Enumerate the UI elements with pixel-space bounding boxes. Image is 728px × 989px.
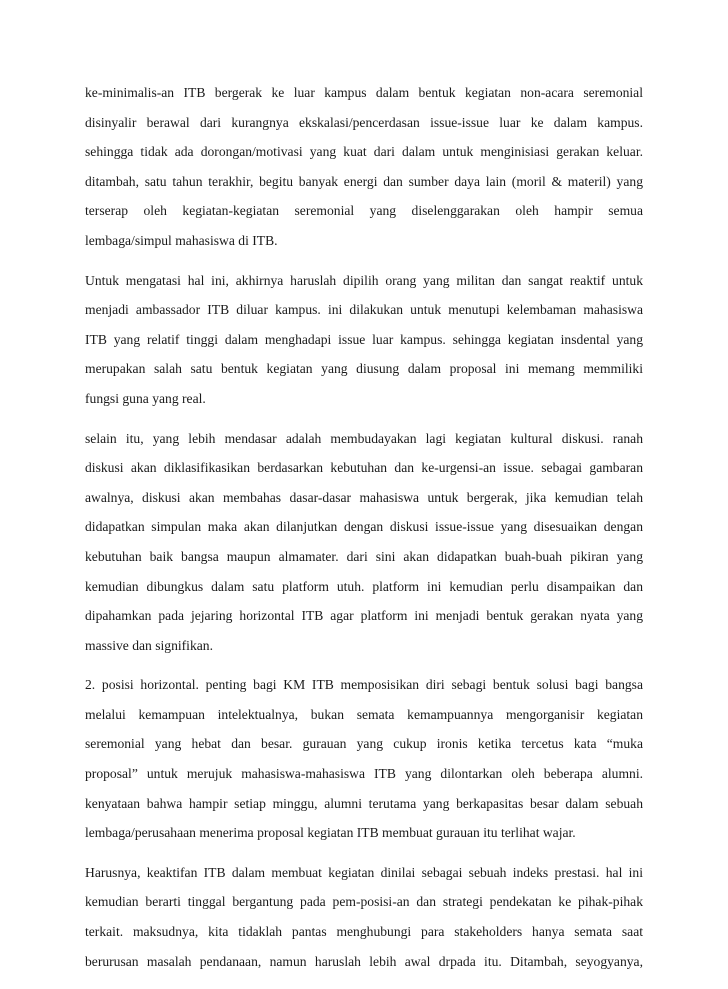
text-line: merupakan salah satu bentuk kegiatan yang diusung dalam proposal ini memang memmiliki <box>85 361 643 377</box>
text-line: Harusnya, keaktifan ITB dalam membuat kegiatan dinilai sebagai sebuah indeks prestasi. hal ini <box>85 864 643 880</box>
text-line: ke-minimalis-an ITB bergerak ke luar kampus dalam bentuk kegiatan non-acara seremonial <box>85 85 643 100</box>
paragraph <box>85 861 643 979</box>
text-line: kenyataan bahwa hampir setiap minggu, alumni terutama yang berkapasitas besar dalam sebuah <box>85 795 643 811</box>
text-line: kebutuhan baik bangsa maupun almamater. dari sini akan didapatkan buah-buah pikiran yang <box>85 548 643 564</box>
paragraph <box>85 673 643 851</box>
text-line: sehingga tidak ada dorongan/motivasi yang kuat dari dalam untuk menginisiasi gerakan keluar. <box>85 144 643 160</box>
text-line: lembaga/perusahaan menerima proposal kegiatan ITB membuat gurauan itu terlihat wajar. <box>85 825 576 841</box>
text-line: massive dan signifikan. <box>85 637 213 653</box>
text-line: terkait. maksudnya, kita tidaklah pantas menghubungi para stakeholders hanya semata saat <box>85 924 643 940</box>
paragraph <box>85 81 643 259</box>
text-line: terserap oleh kegiatan-kegiatan seremonial yang diselenggarakan oleh hampir semua <box>85 203 643 219</box>
text-line: didapatkan simpulan maka akan dilanjutkan dengan diskusi issue-issue yang disesuaikan dengan <box>85 519 643 535</box>
text-line: Untuk mengatasi hal ini, akhirnya haruslah dipilih orang yang militan dan sangat reaktif untuk <box>85 272 643 288</box>
document-page <box>85 81 643 989</box>
text-line: diskusi akan diklasifikasikan berdasarkan kebutuhan dan ke-urgensi-an issue. sebagai gambaran <box>85 460 643 476</box>
text-line: kemudian dibungkus dalam satu platform utuh. platform ini kemudian perlu disampaikan dan <box>85 578 643 594</box>
text-line: disinyalir berawal dari kurangnya ekskalasi/pencerdasan issue-issue luar ke dalam kampus. <box>85 114 643 130</box>
text-line: proposal” untuk merujuk mahasiswa-mahasiswa ITB yang dilontarkan oleh beberapa alumni. <box>85 766 643 782</box>
text-line: 2. posisi horizontal. penting bagi KM ITB memposisikan diri sebagi bentuk solusi bagi bangsa <box>85 677 643 693</box>
paragraph <box>85 269 643 417</box>
text-line: ITB yang relatif tinggi dalam menghadapi issue luar kampus. sehingga kegiatan insdental yang <box>85 331 643 347</box>
text-line: dipahamkan pada jejaring horizontal ITB agar platform ini menjadi bentuk gerakan nyata yang <box>85 608 643 624</box>
text-line: fungsi guna yang real. <box>85 390 206 406</box>
text-line: lembaga/simpul mahasiswa di ITB. <box>85 232 278 248</box>
text-line: seremonial yang hebat dan besar. gurauan yang cukup ironis ketika tercetus kata “muka <box>85 736 643 752</box>
text-line: menjadi ambassador ITB diluar kampus. ini dilakukan untuk menutupi kelembaman mahasiswa <box>85 302 643 318</box>
text-line: kemudian berarti tinggal bergantung pada pem-posisi-an dan strategi pendekatan ke pihak-pihak <box>85 894 643 910</box>
text-line: berurusan masalah pendanaan, namun haruslah lebih awal drpada itu. Ditambah, seyogyanya, <box>85 953 643 969</box>
text-line: melalui kemampuan intelektualnya, bukan semata kemampuannya mengorganisir kegiatan <box>85 706 643 722</box>
text-line: selain itu, yang lebih mendasar adalah membudayakan lagi kegiatan kultural diskusi. ranah <box>85 430 643 446</box>
paragraph <box>85 427 643 664</box>
text-line: ditambah, satu tahun terakhir, begitu banyak energi dan sumber daya lain (moril & materil) yang <box>85 173 643 189</box>
text-line: awalnya, diskusi akan membahas dasar-dasar mahasiswa untuk bergerak, jika kemudian telah <box>85 489 643 505</box>
